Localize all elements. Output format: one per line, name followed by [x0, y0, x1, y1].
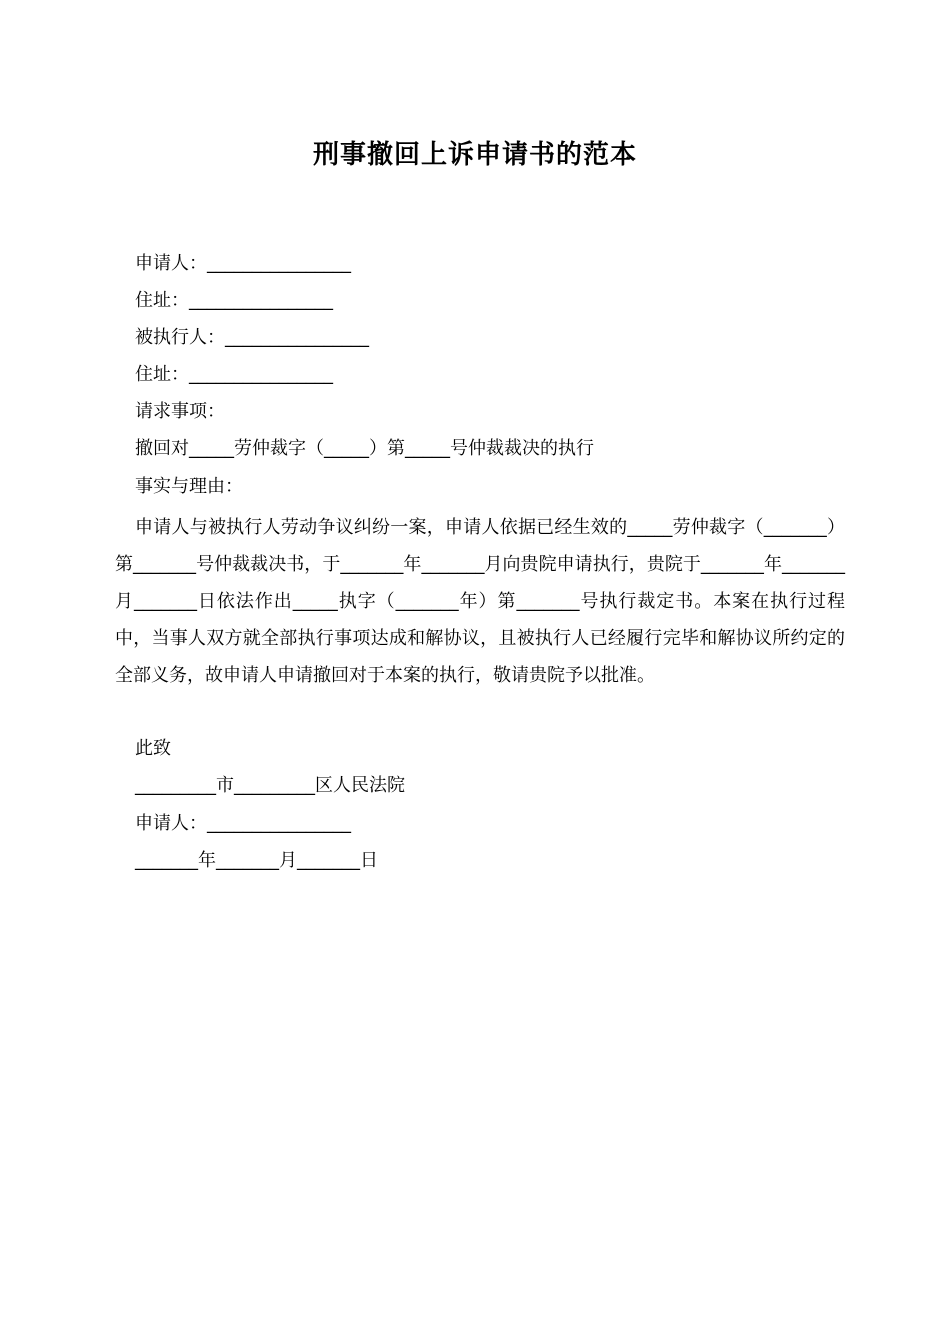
applicant-line: 申请人：________________: [135, 253, 351, 274]
facts-paragraph: 申请人与被执行人劳动争议纠纷一案，申请人依据已经生效的_____劳仲裁字（_______）第_______号仲裁裁决书，于_______年_______月向贵院申请执行，贵院于_______年_______月_______日依法作出_____执字（_______年）第_______号执行裁定书。本案在执行过程中，当事人双方就全部执行事项达成和解协议，且被执行人已经履行完毕和解协议所约定的全部义务，故申请人申请撤回对于本案的执行，敬请贵院予以批准。: [115, 517, 845, 686]
facts-heading: 事实与理由：: [135, 476, 243, 497]
document-title: 刑事撤回上诉申请书的范本: [312, 140, 637, 170]
salutation: 此致: [135, 738, 171, 759]
request-heading: 请求事项：: [135, 401, 225, 422]
signature-line: 申请人：________________: [135, 813, 351, 834]
request-body: 撤回对_____劳仲裁字（_____）第_____号仲裁裁决的执行: [135, 438, 594, 459]
applicant-address-line: 住址：________________: [135, 290, 333, 311]
court-line: _________市_________区人民法院: [135, 775, 405, 796]
respondent-address-line: 住址：________________: [135, 364, 333, 385]
date-line: _______年_______月_______日: [135, 850, 378, 871]
respondent-line: 被执行人：________________: [135, 327, 369, 348]
